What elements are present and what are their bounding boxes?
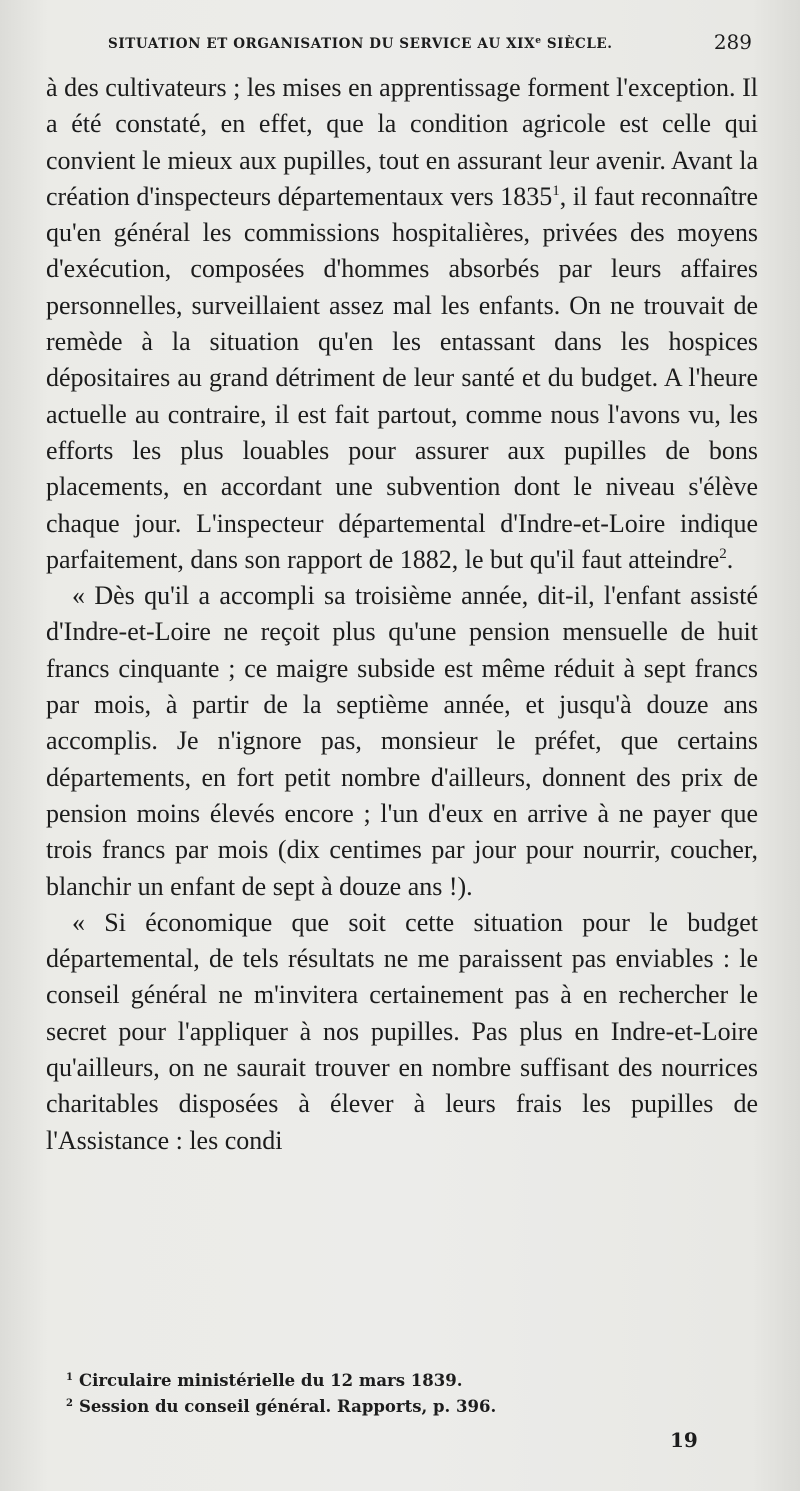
running-head-superscript: e [535,36,542,46]
footnote-ref-1: 1 [552,182,560,199]
footnote-2 [66,1392,746,1418]
paragraph-2: « Dès qu'il a accompli sa troisième année, dit-il, l'enfant assisté d'Indre-et-Loire ne reçoit plus qu'une pension mensuelle de huit francs cinquante ; ce maigre subside est même réduit à sept francs par mois, à partir de la septième année, et jusqu'à douze ans accomplis. Je n'ignore pas, monsieur le préfet, que certains départements, en fort petit nombre d'ailleurs, donnent des prix de pension moins élevés encore ; l'un d'eux en arrive à ne payer que trois francs par mois (dix centimes par jour pour nourrir, coucher, blanchir un enfant de sept à douze ans !). [46,581,758,901]
running-head-title-end: SIÈCLE. [541,36,613,52]
footnote-1 [66,1366,746,1392]
page-number: 289 [713,30,752,54]
paragraph-1 [46,70,758,578]
footnote-ref-2: 2 [719,545,727,562]
footnote-mark: 2 [66,1398,73,1409]
footnote-text: Circulaire ministérielle du 12 mars 1839. [78,1371,463,1390]
signature-mark: 19 [670,1428,698,1452]
footnote-mark: 1 [66,1372,73,1383]
footnotes [66,1366,746,1418]
body-text [46,70,758,1159]
paragraph-1-part-c: . [726,544,734,574]
paragraph-1-part-b: , il faut reconnaître qu'en général les commissions hospitalières, privées des moyens d'exécution, composées d'hommes absorbés par leurs affaires personnelles, surveillaient assez mal les enfants. On ne trouvait de remède à la situation qu'en les entassant dans les hospices dépositaires au grand détriment de leur santé et du budget. A l'heure actuelle au contraire, il est fait partout, comme nous l'avons vu, les efforts les plus louables pour assurer aux pupilles de bons placements, en accordant une subvention dont le niveau s'élève chaque jour. L'inspecteur départemental d'Indre-et-Loire indique parfaitement, dans son rapport de 1882, le but qu'il faut atteindre [46,181,758,574]
paragraph-3: « Si économique que soit cette situation pour le budget départemental, de tels résultats ne me paraissent pas enviables : le conseil général ne m'invitera certainement pas à en rechercher le secret pour l'appliquer à nos pupilles. Pas plus en Indre-et-Loire qu'ailleurs, on ne saurait trouver en nombre suffisant des nourrices charitables disposées à élever à leurs frais les pupilles de l'Assistance : les condi [46,907,758,1155]
running-head-title: SITUATION ET ORGANISATION DU SERVICE AU XIX [108,36,536,52]
paragraph-1-part-a: à des cultivateurs ; les mises en apprentissage forment l'exception. Il a été constaté, en effet, que la condition agricole est celle qui convient le mieux aux pupilles, tout en assurant leur avenir. Avant la création d'inspecteurs départementaux vers 1835 [46,73,758,211]
footnote-text: Session du conseil général. Rapports, p. 396. [78,1397,497,1416]
running-head [108,36,668,52]
